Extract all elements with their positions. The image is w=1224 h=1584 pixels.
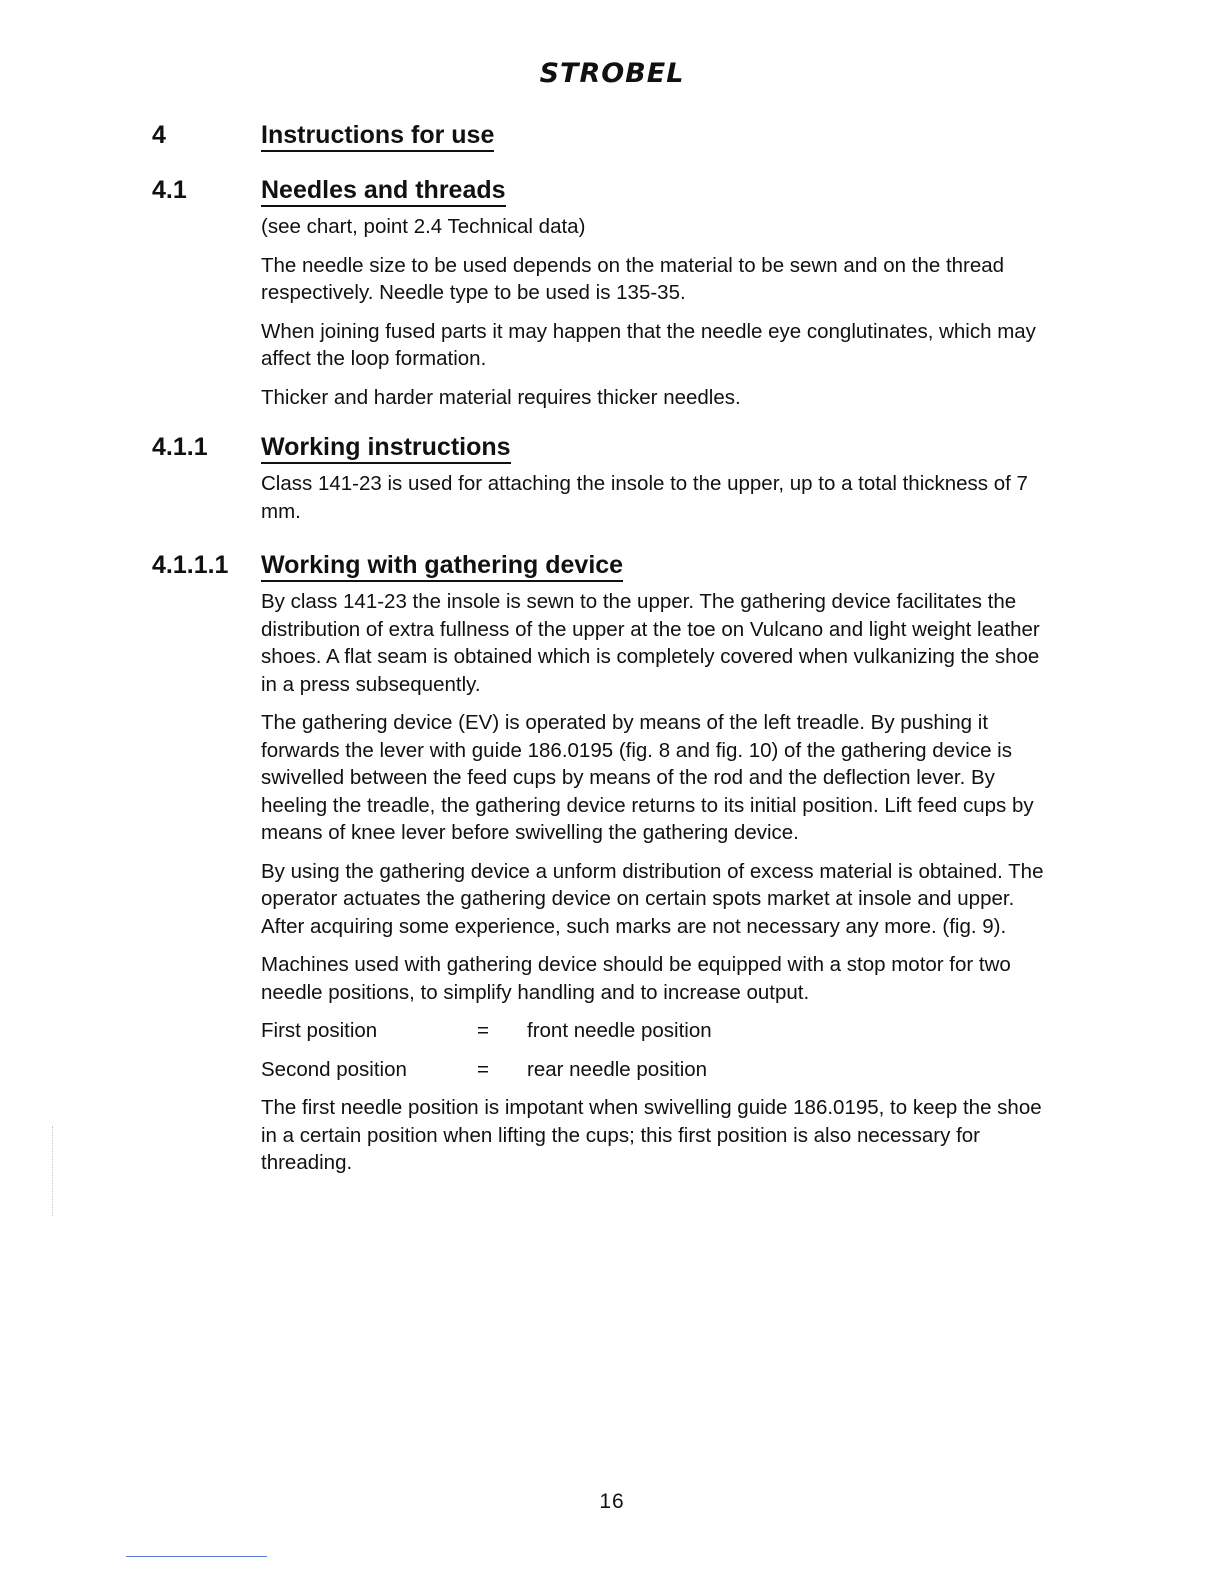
paragraph: Thicker and harder material requires thicker needles. [261, 385, 741, 409]
section-title: Needles and threads [261, 176, 506, 207]
section-number: 4.1.1 [152, 433, 208, 461]
position-label: First position [261, 1019, 378, 1042]
section-title: Working instructions [261, 433, 511, 464]
section-heading-4-1-1-1 [152, 546, 1062, 584]
paragraph: By using the gathering device a unform distribution of excess material is obtained. The operator actuates the gathering device on certain spots market at insole and upper. After acquiring some experience, such marks are not necessary any more. (fig. 9). [261, 859, 1044, 938]
section-title: Working with gathering device [261, 551, 623, 582]
scan-margin-marks [52, 1126, 55, 1216]
equals-sign: = [477, 1057, 489, 1081]
equals-sign: = [477, 1019, 489, 1042]
section-number: 4.1.1.1 [152, 551, 229, 579]
section-number: 4.1 [152, 176, 187, 204]
paragraph: The first needle position is impotant when swivelling guide 186.0195, to keep the shoe in a certain position when lifting the cups; this first position is also necessary for threading. [261, 1096, 1042, 1174]
section-heading-4-1-1 [152, 428, 1062, 466]
position-row-second [261, 1056, 1062, 1084]
position-row-first [261, 1017, 1062, 1045]
position-label: Second position [261, 1057, 407, 1081]
section-number: 4 [152, 121, 166, 149]
paragraph: When joining fused parts it may happen that the needle eye conglutinates, which may affect the loop formation. [261, 319, 1036, 370]
position-value: front needle position [527, 1019, 712, 1042]
section-heading-4-1 [152, 171, 1062, 209]
section-heading-4 [152, 116, 1062, 154]
paragraph: (see chart, point 2.4 Technical data) [261, 215, 586, 238]
section-title: Instructions for use [261, 121, 494, 152]
brand-logo: STROBEL [539, 58, 685, 89]
paragraph: The gathering device (EV) is operated by means of the left treadle. By pushing it forwards the lever with guide 186.0195 (fig. 8 and fig. 10) of the gathering device is swivelled between the feed cups by means of the rod and the deflection lever. By heeling the treadle, the gathering device returns to its initial position. Lift feed cups by means of knee lever before swivelling the gathering device. [261, 711, 1034, 844]
page-number: 16 [599, 1490, 625, 1513]
document-body [152, 116, 1062, 1177]
paragraph: Machines used with gathering device should be equipped with a stop motor for two needle positions, to simplify handling and to increase output. [261, 953, 1011, 1004]
paragraph: The needle size to be used depends on the material to be sewn and on the thread respectively. Needle type to be used is 135-35. [261, 253, 1005, 304]
paragraph: Class 141-23 is used for attaching the insole to the upper, up to a total thickness of 7 mm. [261, 472, 1028, 523]
position-value: rear needle position [527, 1057, 708, 1081]
bottom-rule [126, 1556, 267, 1557]
paragraph: By class 141-23 the insole is sewn to the upper. The gathering device facilitates the distribution of extra fullness of the upper at the toe on Vulcano and light weight leather shoes. A flat seam is obtained which is completely covered when vulkanizing the shoe in a press subsequently. [261, 590, 1040, 696]
